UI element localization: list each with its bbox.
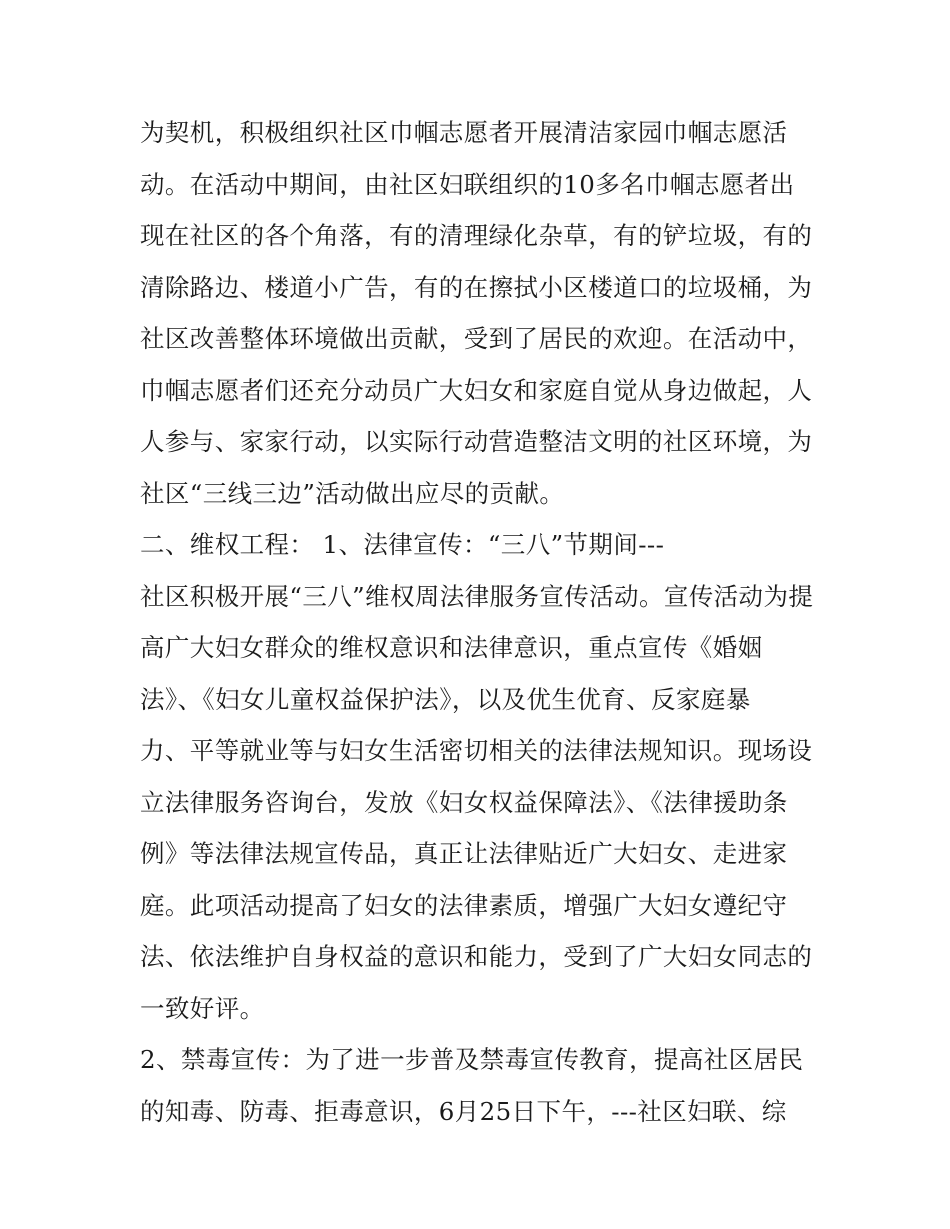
text-line: 法、依法维护自身权益的意识和能力，受到了广大妇女同志的: [140, 942, 813, 971]
body-text: [140, 107, 820, 1137]
text-line: 清除路边、楼道小广告，有的在擦拭小区楼道口的垃圾桶，为: [140, 272, 813, 302]
text-line: 立法律服务咨询台，发放《妇女权益保障法》、《法律援助条: [140, 787, 788, 817]
text-line: 现在社区的各个角落，有的清理绿化杂草，有的铲垃圾，有的: [140, 221, 813, 250]
section-heading-line: 二、维权工程： 1、法律宣传：“三八”节期间---: [140, 530, 665, 559]
text-line: 法》、《妇女儿童权益保护法》，以及优生优育、反家庭暴: [140, 684, 751, 714]
text-line: 庭。此项活动提高了妇女的法律素质，增强广大妇女遵纪守: [140, 890, 788, 920]
text-line: 人参与、家家行动，以实际行动营造整洁文明的社区环境，为: [140, 427, 813, 456]
text-line: 例》等法律法规宣传品，真正让法律贴近广大妇女、走进家: [140, 839, 788, 868]
text-line: 高广大妇女群众的维权意识和法律意识，重点宣传《婚姻: [140, 633, 763, 662]
text-line: 巾帼志愿者们还充分动员广大妇女和家庭自觉从身边做起，人: [140, 375, 813, 405]
text-line: 一致好评。: [140, 993, 265, 1023]
subsection-line: 2、禁毒宣传：为了进一步普及禁毒宣传教育，提高社区居民: [140, 1045, 804, 1074]
text-line: 社区改善整体环境做出贡献，受到了居民的欢迎。在活动中，: [140, 324, 813, 353]
text-line: 社区积极开展“三八”维权周法律服务宣传活动。宣传活动为提: [140, 581, 814, 611]
text-line: 为契机，积极组织社区巾帼志愿者开展清洁家园巾帼志愿活: [140, 118, 788, 147]
text-line: 的知毒、防毒、拒毒意识，6月25日下午，---社区妇联、综: [140, 1096, 787, 1126]
text-line: 社区“三线三边”活动做出应尽的贡献。: [140, 478, 565, 508]
text-line: 力、平等就业等与妇女生活密切相关的法律法规知识。现场设: [140, 736, 813, 765]
text-line: 动。在活动中期间，由社区妇联组织的10多名巾帼志愿者出: [140, 169, 795, 199]
